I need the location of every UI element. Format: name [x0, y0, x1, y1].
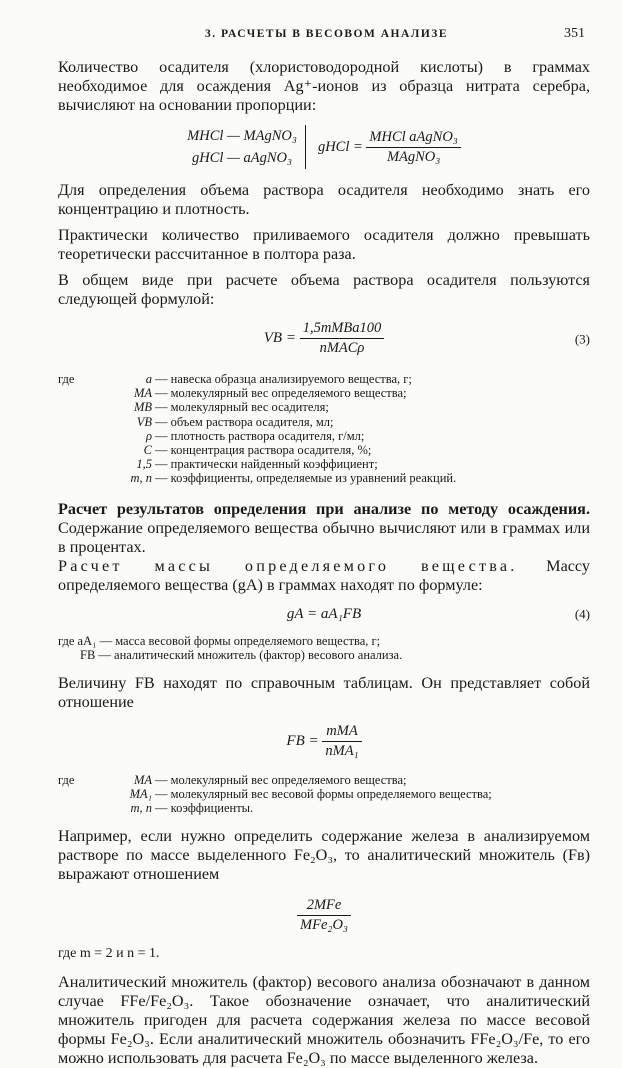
paragraph-9: где m = 2 и n = 1. — [58, 946, 160, 962]
legend-row — [58, 415, 590, 429]
running-header — [0, 28, 622, 48]
formula-5-numerator: mMA — [322, 722, 361, 742]
legend-2 — [58, 634, 590, 662]
legend-text: — молекулярный вес осадителя; — [155, 400, 329, 415]
paragraph-3: Практически количество приливаемого осадителя должно превышать теоретически рассчитанное в полтора раза. — [58, 226, 590, 263]
formula-4-number: (4) — [574, 606, 590, 622]
header-title: 3. РАСЧЕТЫ В ВЕСОВОМ АНАЛИЗЕ — [205, 28, 449, 40]
legend-row — [58, 471, 590, 485]
legend-symbol: MB — [133, 400, 152, 415]
formula-6-numerator: 2MFe — [297, 896, 351, 916]
formula-3-numerator: 1,5mMBa100 — [300, 319, 385, 339]
legend-text: — навеска образца анализируемого вещества, г; — [155, 372, 412, 386]
legend-2-line-1: где aA₁ — масса весовой формы определяемого вещества, г; — [58, 633, 381, 648]
legend-row — [58, 372, 590, 386]
paragraph-10: Аналитический множитель (фактор) весового анализа обозначают в данном случае FFe/Fe₂O₃. Такое обозначение означает, что аналитический множитель пригоден для расчета содержания железа по массе весовой формы Fe₂O₃. Если аналитический множитель обозначить FFe₂O₃/Fe, то его можно использовать для расчета Fe₂O₃ по массе выделенного железа. — [58, 973, 590, 1068]
legend-row — [58, 787, 590, 801]
legend-symbol: C — [143, 443, 152, 458]
legend-row — [58, 801, 590, 815]
legend-2-line-2: FB — аналитический множитель (фактор) весового анализа. — [80, 647, 403, 662]
paragraph-7: Величину FB находят по справочным таблицам. Он представляет собой отношение — [58, 673, 590, 711]
legend-symbol: a — [145, 372, 152, 386]
legend-text: — молекулярный вес определяемого вещества; — [155, 386, 407, 401]
legend-where-label — [58, 801, 88, 815]
legend-text: — практически найденный коэффициент; — [155, 457, 378, 472]
page-number: 351 — [564, 26, 585, 41]
paragraph-5-text: Содержание определяемого вещества обычно вычисляют или в граммах или в процентах. — [58, 518, 590, 556]
formula-5-lhs: FB = — [286, 732, 319, 749]
legend-symbol: ρ — [146, 428, 152, 443]
legend-where-label — [58, 443, 88, 457]
legend-where-label — [58, 471, 88, 485]
formula-6-denominator: MFe₂O₃ — [300, 917, 348, 934]
legend-where-label: где — [58, 372, 75, 386]
legend-symbol: MA₁ — [129, 786, 152, 801]
paragraph-2: Для определения объема раствора осадителя необходимо знать его концентрацию и плотность. — [58, 181, 590, 218]
legend-symbol: MA — [133, 772, 152, 787]
legend-row — [58, 457, 590, 471]
proportion-denominator: MAgNO₃ — [386, 148, 441, 165]
legend-where-label — [58, 457, 88, 471]
page-body — [58, 58, 590, 1068]
legend-1 — [58, 372, 590, 486]
formula-3-number: (3) — [574, 331, 590, 346]
legend-symbol: m, n — [130, 801, 152, 816]
formula-4-text: gA = aA₁FB — [286, 605, 362, 622]
legend-text: — коэффициенты, определяемые из уравнений реакций. — [155, 471, 457, 486]
formula-5 — [58, 722, 590, 761]
section-heading-bold: Расчет результатов определения при анализе по методу осаждения. — [58, 499, 590, 518]
formula-4 — [58, 605, 590, 624]
legend-symbol: VB — [136, 414, 152, 429]
paragraph-8: Например, если нужно определить содержание железа в анализируемом растворе по массе выделенного Fe₂O₃, то аналитический множитель (Fв) выражают отношением — [58, 827, 590, 884]
paragraph-6 — [58, 557, 590, 595]
legend-text: — объем раствора осадителя, мл; — [155, 414, 334, 429]
paragraph-5 — [58, 500, 590, 557]
legend-text: — молекулярный вес весовой формы определяемого вещества; — [155, 786, 492, 801]
section-heading-spaced: Расчет массы определяемого вещества. — [58, 556, 518, 575]
legend-symbol: 1,5 — [136, 457, 152, 472]
proportion-line-1: MHCl — MAgNO₃ — [187, 128, 297, 144]
formula-5-denominator: nMA₁ — [325, 742, 359, 759]
legend-where-label — [58, 787, 88, 801]
proportion-lhs: gHCl = — [317, 138, 363, 155]
legend-row — [58, 429, 590, 443]
legend-row — [58, 773, 590, 787]
legend-text: — плотность раствора осадителя, г/мл; — [155, 428, 365, 443]
proportion-numerator: MHCl aAgNO₃ — [366, 128, 460, 148]
formula-3 — [58, 319, 590, 358]
legend-row — [58, 386, 590, 400]
proportion-line-2: gHCl — aAgNO₃ — [191, 150, 293, 166]
legend-where-label — [58, 400, 88, 414]
legend-row — [58, 400, 590, 414]
legend-3 — [58, 773, 590, 816]
legend-text: — коэффициенты. — [155, 801, 254, 816]
legend-row — [58, 443, 590, 457]
paragraph-4: В общем виде при расчете объема раствора осадителя пользуются следующей формулой: — [58, 271, 590, 308]
paragraph-6-text: Массу определяемого вещества (gA) в граммах находят по формуле: — [58, 556, 590, 594]
legend-where-label: где — [58, 772, 75, 787]
legend-where-label — [58, 429, 88, 443]
formula-3-denominator: nMACρ — [319, 340, 365, 356]
proportion-formula — [58, 125, 590, 169]
legend-symbol: MA — [133, 386, 152, 401]
legend-symbol: m, n — [130, 471, 152, 486]
paragraph-1: Количество осадителя (хлористоводородной кислоты) в граммах необходимое для осаждения Ag⁺-ионов из образца нитрата серебра, вычисляют на основании пропорции: — [58, 58, 590, 114]
legend-where-label — [58, 415, 88, 429]
legend-text: — концентрация раствора осадителя, %; — [155, 443, 372, 458]
legend-where-label — [58, 386, 88, 400]
formula-3-lhs: VB = — [263, 329, 296, 346]
legend-text: — молекулярный вес определяемого вещества; — [155, 772, 407, 787]
formula-6 — [58, 896, 590, 935]
